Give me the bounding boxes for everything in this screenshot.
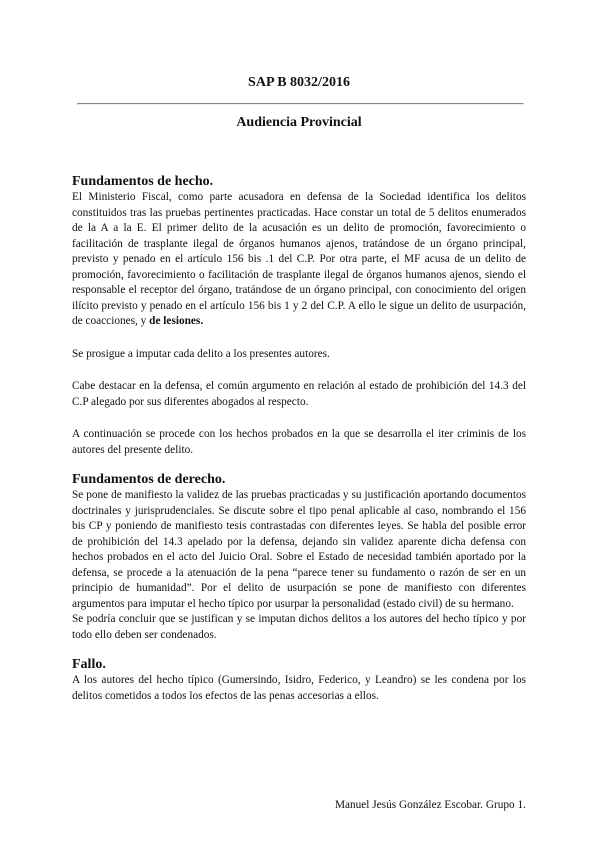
hechos-paragraph-1-bold: de lesiones.	[149, 315, 204, 327]
section-fallo	[72, 656, 526, 704]
section-heading-fallo: Fallo.	[72, 657, 106, 672]
section-fundamentos-derecho	[72, 471, 526, 643]
hechos-paragraph-1-text: El Ministerio Fiscal, como parte acusadora en defensa de la Sociedad identifica los delitos constituidos tras las pruebas pertinentes practicadas. Hace constar un total de 5 delitos enumerados de la A a la E. El primer delito de la acusación es un delito de promoción, favorecimiento o facilitación de trasplante ilegal de órganos humanos ajenos, tratándose de un órgano principal, previsto y penado en el artículo 156 bis .1 del C.P. Por otra parte, el MF acusa de un delito de promoción, favorecimiento o facilitación de trasplante ilegal de órganos humanos ajenos, siendo el responsable el receptor del órgano, tratándose de un órgano principal, con conocimiento del origen ilícito previsto y penado en el artículo 156 bis 1 y 2 del C.P. A ello le sigue un delito de usurpación, de coacciones, y	[72, 191, 526, 327]
title-divider	[77, 103, 524, 105]
hechos-paragraph-1	[72, 190, 526, 330]
hechos-paragraph-3: Cabe destacar en la defensa, el común argumento en relación al estado de prohibición del 14.3 del C.P alegado por sus diferentes abogados al respecto.	[72, 380, 526, 408]
section-fundamentos-hecho	[72, 173, 526, 458]
derecho-paragraph-2: Se podría concluir que se justifican y se imputan dichos delitos a los autores del hecho típico y por todo ello deben ser condenados.	[72, 613, 526, 641]
fallo-paragraph-1: A los autores del hecho típico (Gumersindo, Isidro, Federico, y Leandro) se les condena por los delitos cometidos a todos los efectos de las penas accesorias a ellos.	[72, 674, 526, 702]
hechos-paragraph-4: A continuación se procede con los hechos probados en la que se desarrolla el iter criminis de los autores del presente delito.	[72, 428, 526, 456]
document-body	[72, 173, 526, 704]
derecho-paragraph-1: Se pone de manifiesto la validez de las pruebas practicadas y su justificación aportando documentos doctrinales y jurisprudenciales. Se discute sobre el tipo penal aplicable al caso, nombrando el 156 bis CP y poniendo de manifiesto tesis contrastadas con diferentes leyes. Se habla del posible error de prohibición del 14.3 apelado por la defensa, dejando sin validez aparente dicha defensa con hechos probados en el acto del Juicio Oral. Sobre el Estado de necesidad también aportado por la defensa, se procede a la atenuación de la pena “parece tener su fundamento o razón de ser en un principio de humanidad”. Por el delito de usurpación se pone de manifiesto con diferentes argumentos para imputar el hecho típico por usurpar la personalidad (estado civil) de su hermano.	[72, 489, 526, 610]
footer-author: Manuel Jesús González Escobar. Grupo 1.	[334, 799, 526, 811]
document-page	[72, 0, 526, 848]
document-title: SAP B 8032/2016	[248, 75, 350, 90]
court-name: Audiencia Provincial	[236, 115, 362, 130]
section-heading-hecho: Fundamentos de hecho.	[72, 174, 214, 189]
section-heading-derecho: Fundamentos de derecho.	[72, 472, 226, 487]
hechos-paragraph-2: Se prosigue a imputar cada delito a los presentes autores.	[72, 347, 330, 360]
